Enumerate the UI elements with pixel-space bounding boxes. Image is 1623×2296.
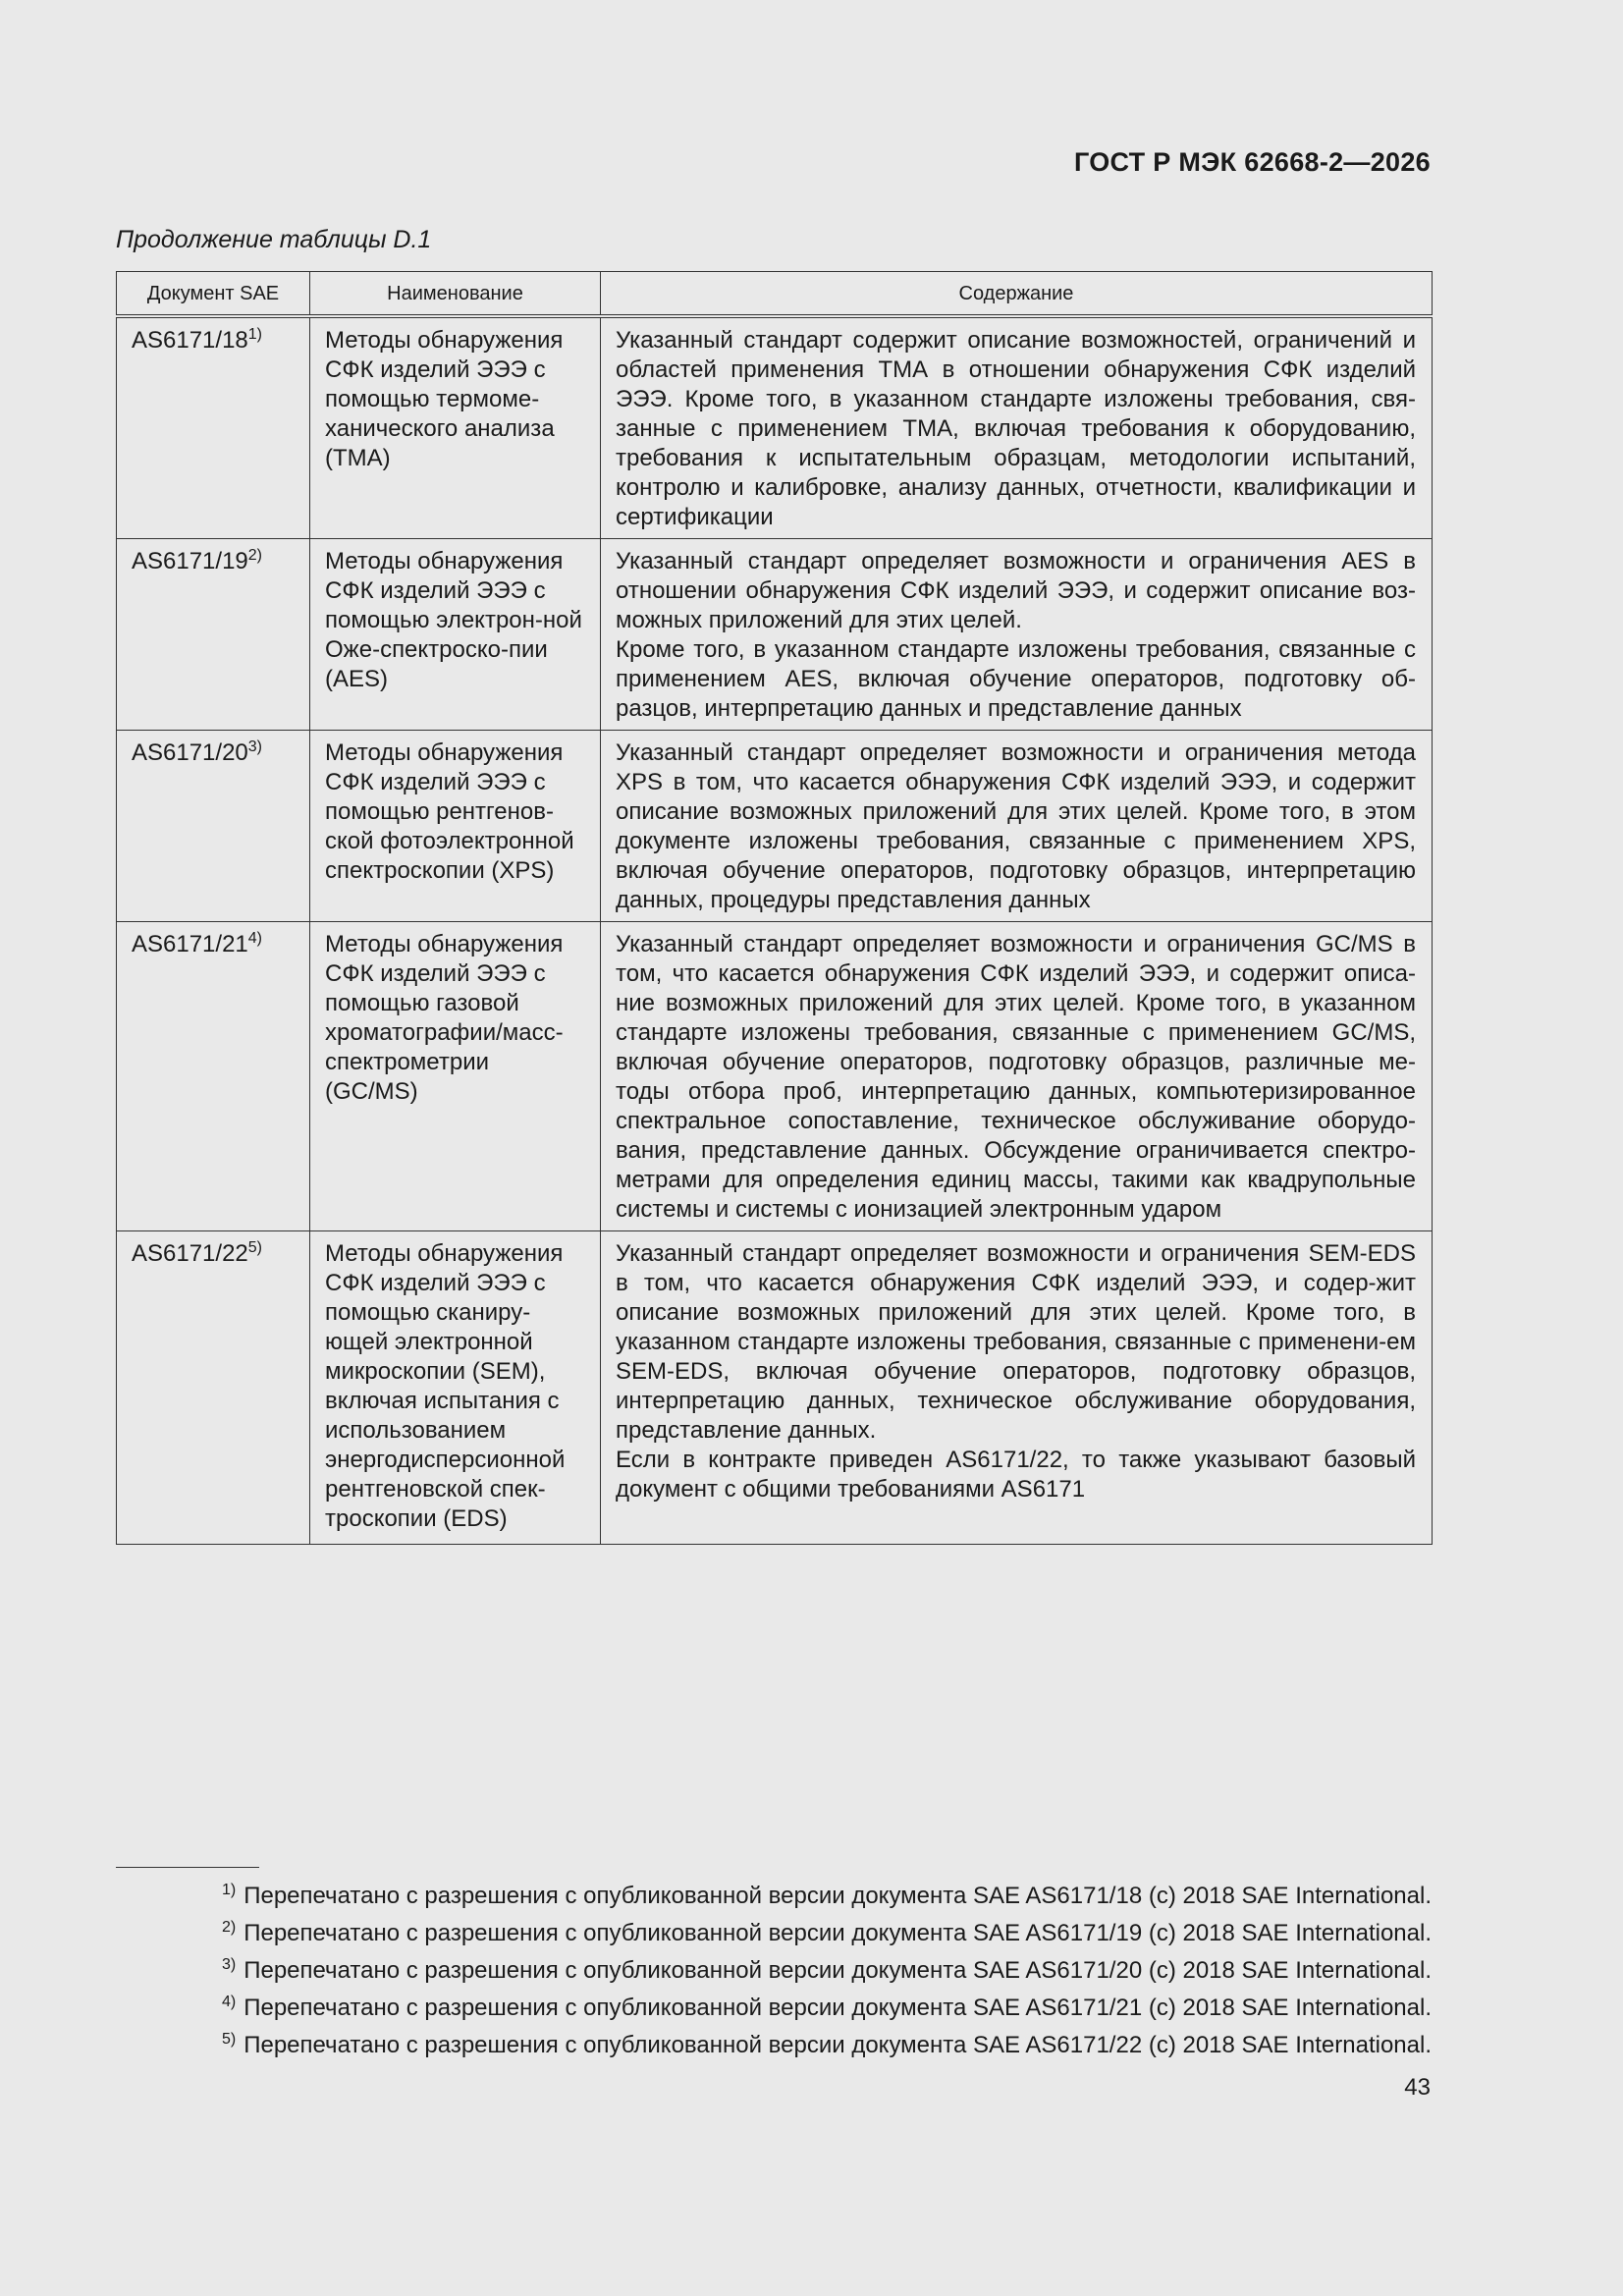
footnote-reference: 3) (247, 738, 263, 755)
table-row (117, 316, 1433, 539)
content-cell (601, 539, 1433, 731)
name-cell: Методы обнаружения СФК изделий ЭЭЭ с помощью электрон-ной Оже-спектроско-пии (AES) (310, 539, 601, 731)
footnote (116, 1878, 1432, 1915)
content-paragraph: Кроме того, в указанном стандарте изложены требования, связанные с применением AES, включая обучение операторов, подготовку об-разцов, интерпретацию данных и представление данных (616, 636, 1416, 722)
column-header-name: Наименование (310, 272, 601, 317)
footnote-number: 2) (221, 1919, 237, 1936)
footnote (116, 1915, 1432, 1952)
content-paragraph: Указанный стандарт содержит описание возможностей, ограничений и областей применения ТМА в отношении обнаружения СФК изделий ЭЭЭ. Кроме того, в указанном стандарте изложены требования, свя-занные с применением ТМА, включая требования к оборудованию, требования к испытательным образцам, методологии испытаний, контролю и калибровке, анализу данных, отчетности, квалификации и сертификации (616, 327, 1416, 530)
name-cell: Методы обнаружения СФК изделий ЭЭЭ с помощью сканиру-ющей электронной микроскопии (SEM), включая испытания с использованием энергодисперсионной рентгеновской спек-троскопии (EDS) (310, 1231, 601, 1545)
document-cell (117, 731, 310, 922)
content-paragraph: Если в контракте приведен AS6171/22, то также указывают базовый документ с общими требованиями AS6171 (616, 1447, 1416, 1503)
content-cell (601, 316, 1433, 539)
footnote-number: 1) (221, 1882, 237, 1898)
table-header (117, 272, 1433, 317)
footnote-text: Перепечатано с разрешения с опубликованной версии документа SAE AS6171/22 (c) 2018 SAE International. (243, 2032, 1432, 2058)
table-row (117, 731, 1433, 922)
footnote (116, 1952, 1432, 1990)
document-cell (117, 539, 310, 731)
content-paragraph: Указанный стандарт определяет возможности и ограничения SEM-EDS в том, что касается обнаружения СФК изделий ЭЭЭ, и содер-жит описание возможных приложений для этих целей. Кроме того, в указанном стандарте изложены требования, связанные с применени-ем SEM-EDS, включая обучение операторов, подготовку образцов, интерпретацию данных, техническое обслуживание оборудования, представление данных. (616, 1240, 1416, 1444)
column-header-content: Содержание (601, 272, 1433, 317)
footnote-number: 4) (221, 1994, 237, 2010)
table-body (117, 316, 1433, 1545)
table-row (117, 539, 1433, 731)
table-row (117, 1231, 1433, 1545)
footnote-reference: 2) (247, 547, 263, 564)
document-code: AS6171/22 (132, 1240, 248, 1267)
footnote-reference: 4) (247, 930, 263, 947)
table-row (117, 922, 1433, 1231)
sae-documents-table (116, 271, 1433, 1545)
footnotes (116, 1878, 1432, 2064)
content-paragraph: Указанный стандарт определяет возможности и ограничения метода XPS в том, что касается обнаружения СФК изделий ЭЭЭ, и содержит описание возможных приложений для этих целей. Кроме того, в этом документе изложены требования, связанные с применением XPS, включая обучение операторов, подготовку образцов, интерпретацию данных, процедуры представления данных (616, 739, 1416, 913)
document-cell (117, 316, 310, 539)
document-code: AS6171/19 (132, 548, 248, 574)
table-header-row (117, 272, 1433, 317)
name-cell: Методы обнаружения СФК изделий ЭЭЭ с помощью газовой хроматографии/масс-спектрометрии (GC/MS) (310, 922, 601, 1231)
footnote-text: Перепечатано с разрешения с опубликованной версии документа SAE AS6171/19 (c) 2018 SAE International. (243, 1920, 1432, 1946)
footnote-text: Перепечатано с разрешения с опубликованной версии документа SAE AS6171/21 (c) 2018 SAE International. (243, 1995, 1432, 2021)
document-header-code: ГОСТ Р МЭК 62668-2—2026 (1073, 147, 1431, 177)
table-caption: Продолжение таблицы D.1 (116, 226, 432, 253)
document-code: AS6171/21 (132, 931, 248, 957)
document-cell (117, 1231, 310, 1545)
footnote-number: 3) (221, 1956, 237, 1973)
footnote-text: Перепечатано с разрешения с опубликованной версии документа SAE AS6171/18 (c) 2018 SAE International. (243, 1883, 1432, 1909)
footnote (116, 1990, 1432, 2027)
footnote (116, 2027, 1432, 2064)
footnote-number: 5) (221, 2031, 237, 2048)
content-paragraph: Указанный стандарт определяет возможности и ограничения GC/MS в том, что касается обнаружения СФК изделий ЭЭЭ, и содержит описа-ние возможных приложений для этих целей. Кроме того, в указанном стандарте изложены требования, связанные с применением GC/MS, включая обучение операторов, подготовку образцов, различные ме-тоды отбора проб, интерпретацию данных, компьютеризированное спектральное сопоставление, техническое обслуживание оборудо-вания, представление данных. Обсуждение ограничивается спектро-метрами для определения единиц массы, такими как квадрупольные системы и системы с ионизацией электронным ударом (616, 931, 1416, 1223)
content-cell (601, 731, 1433, 922)
footnote-reference: 5) (247, 1239, 263, 1256)
page-number: 43 (1404, 2074, 1431, 2101)
name-cell: Методы обнаружения СФК изделий ЭЭЭ с помощью термоме-ханического анализа (ТМА) (310, 316, 601, 539)
content-cell (601, 1231, 1433, 1545)
document-cell (117, 922, 310, 1231)
document-code: AS6171/20 (132, 739, 248, 766)
footnote-text: Перепечатано с разрешения с опубликованной версии документа SAE AS6171/20 (c) 2018 SAE International. (243, 1957, 1432, 1984)
footnote-reference: 1) (247, 326, 263, 343)
content-paragraph: Указанный стандарт определяет возможности и ограничения AES в отношении обнаружения СФК изделий ЭЭЭ, и содержит описание воз-можных приложений для этих целей. (616, 548, 1416, 633)
column-header-document: Документ SAE (117, 272, 310, 317)
document-code: AS6171/18 (132, 327, 248, 354)
name-cell: Методы обнаружения СФК изделий ЭЭЭ с помощью рентгенов-ской фотоэлектронной спектроскопии (XPS) (310, 731, 601, 922)
footnote-separator (116, 1867, 259, 1868)
content-cell (601, 922, 1433, 1231)
